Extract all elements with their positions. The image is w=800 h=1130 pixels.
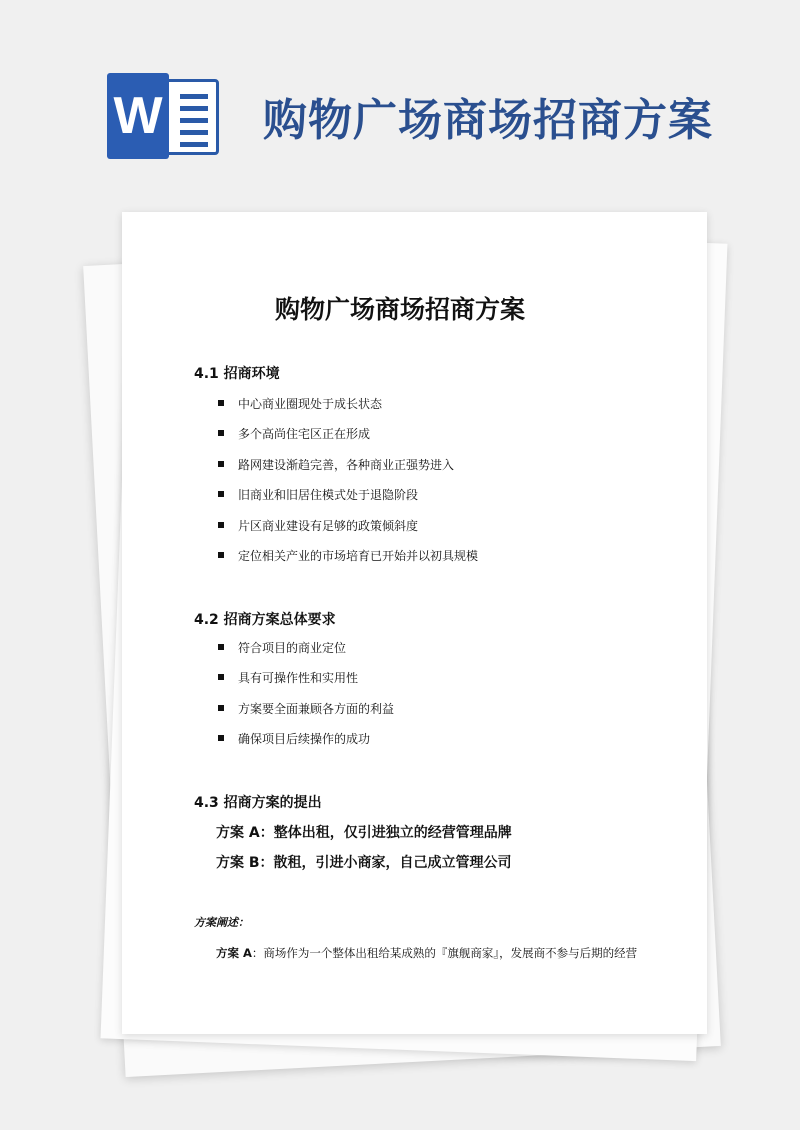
section-heading-4-1: 4.1 招商环境 (194, 366, 280, 382)
description-line (216, 945, 637, 961)
bullet-square-icon (218, 430, 224, 436)
bullet-square-icon (218, 522, 224, 528)
list-item-text: 具有可操作性和实用性 (238, 671, 359, 686)
bullet-list-4-2 (218, 641, 394, 763)
header (0, 0, 800, 200)
bullet-square-icon (218, 674, 224, 680)
list-item (218, 732, 394, 762)
plan-a-line: 方案 A：整体出租，仅引进独立的经营管理品牌 (216, 825, 512, 841)
document-title: 购物广场商场招商方案 (274, 295, 525, 324)
list-item (218, 488, 478, 518)
list-item-text: 方案要全面兼顾各方面的利益 (238, 701, 395, 716)
description-text: ：商场作为一个整体出租给某成熟的『旗舰商家』，发展商不参与后期的经营 (251, 946, 638, 960)
list-item-text: 旧商业和旧居住模式处于退隐阶段 (238, 488, 419, 503)
bullet-square-icon (218, 552, 224, 558)
list-item (218, 397, 478, 427)
list-item-text: 多个高尚住宅区正在形成 (238, 427, 371, 442)
bullet-square-icon (218, 491, 224, 497)
word-w-icon: W (107, 73, 169, 159)
list-item-text: 路网建设渐趋完善，各种商业正强势进入 (238, 457, 455, 472)
description-label: 方案 A (216, 946, 252, 960)
list-item (218, 671, 394, 701)
bullet-square-icon (218, 461, 224, 467)
section-heading-4-3: 4.3 招商方案的提出 (194, 795, 322, 811)
list-item (218, 702, 394, 732)
list-item (218, 427, 478, 457)
list-item-text: 定位相关产业的市场培育已开始并以初具规模 (238, 548, 479, 563)
list-item-text: 符合项目的商业定位 (238, 641, 347, 655)
brand-title: 购物广场商场招商方案 (263, 95, 713, 146)
bullet-square-icon (218, 644, 224, 650)
list-item (218, 458, 478, 488)
section-heading-4-2: 4.2 招商方案总体要求 (194, 612, 336, 628)
list-item (218, 641, 394, 671)
bullet-square-icon (218, 735, 224, 741)
list-item (218, 519, 478, 549)
word-document-icon (107, 73, 219, 159)
bullet-square-icon (218, 400, 224, 406)
list-item-text: 中心商业圈现处于成长状态 (238, 397, 383, 411)
plan-b-line: 方案 B：散租，引进小商家，自己成立管理公司 (216, 855, 512, 871)
list-item (218, 549, 478, 579)
list-item-text: 确保项目后续操作的成功 (238, 732, 371, 747)
bullet-list-4-1 (218, 397, 478, 579)
bullet-square-icon (218, 705, 224, 711)
list-item-text: 片区商业建设有足够的政策倾斜度 (238, 518, 419, 533)
description-heading: 方案阐述： (194, 916, 249, 929)
